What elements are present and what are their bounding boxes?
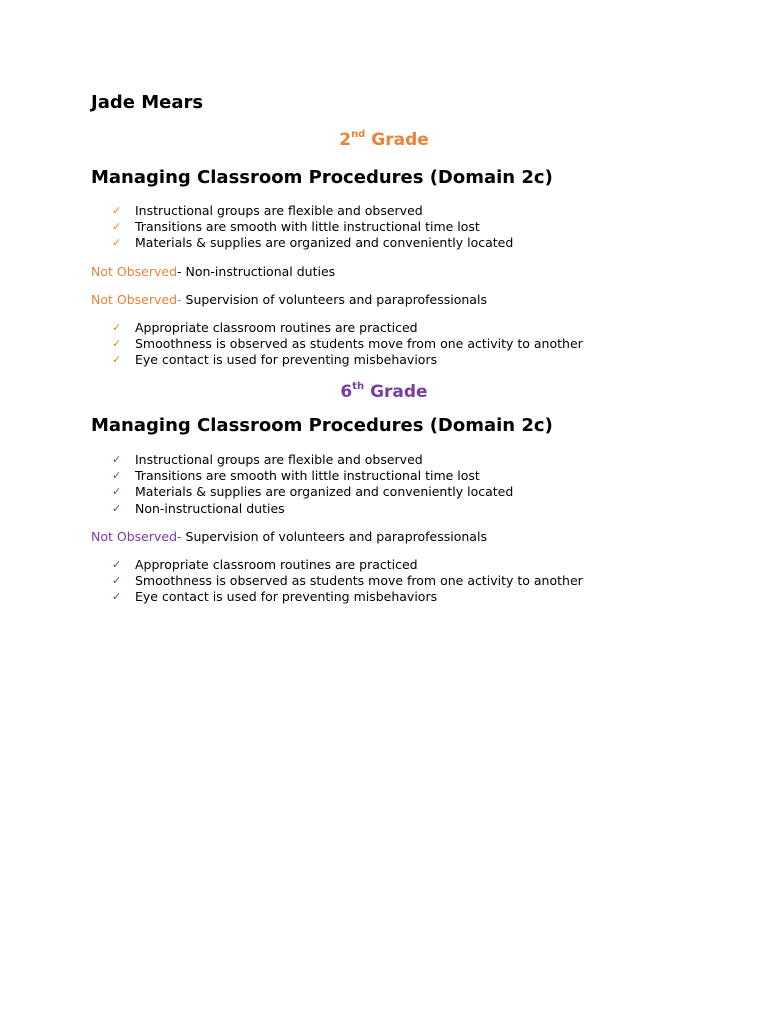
not-observed-label: Not Observed- — [91, 292, 182, 307]
list-item: ✓ Transitions are smooth with little instructional time lost — [112, 468, 480, 484]
grade-number: 6 — [340, 382, 353, 402]
checkmark-icon: ✓ — [112, 485, 122, 499]
list-item: ✓ Non-instructional duties — [112, 500, 285, 516]
list-item: ✓ Transitions are smooth with little instructional time lost — [112, 219, 480, 235]
observed-list-2b — [112, 320, 583, 369]
grade-suffix: nd — [351, 129, 366, 141]
checkmark-icon: ✓ — [112, 501, 122, 515]
grade-suffix: th — [352, 381, 365, 393]
grade-label: Grade — [364, 382, 428, 402]
not-observed-label: Not Observed- — [91, 529, 182, 544]
checkmark-icon: ✓ — [112, 204, 122, 218]
list-item: ✓ Materials & supplies are organized and conveniently located — [112, 484, 514, 500]
list-item: ✓ Materials & supplies are organized and conveniently located — [112, 235, 514, 251]
grade-heading-2 — [0, 129, 768, 151]
section-title-2: Managing Classroom Procedures (Domain 2c) — [91, 167, 553, 188]
checkmark-icon: ✓ — [112, 236, 122, 250]
checkmark-icon: ✓ — [112, 590, 122, 604]
not-observed-label: Not Observed — [91, 264, 178, 279]
not-observed-text: Supervision of volunteers and paraprofessionals — [181, 529, 487, 544]
grade-label: Grade — [365, 130, 429, 150]
observed-list-6b — [112, 557, 583, 606]
list-item: ✓ Appropriate classroom routines are practiced — [112, 320, 418, 336]
not-observed-text: Supervision of volunteers and paraprofessionals — [181, 292, 487, 307]
list-item: ✓ Instructional groups are flexible and observed — [112, 452, 423, 468]
checkmark-icon: ✓ — [112, 321, 122, 335]
observed-list-6a — [112, 452, 513, 517]
grade-number: 2 — [339, 130, 352, 150]
grade-heading-6 — [0, 381, 768, 403]
checkmark-icon: ✓ — [112, 337, 122, 351]
list-item: ✓ Smoothness is observed as students move from one activity to another — [112, 573, 583, 589]
checkmark-icon: ✓ — [112, 453, 122, 467]
not-observed-note — [91, 264, 335, 280]
author-name: Jade Mears — [91, 92, 204, 113]
not-observed-note — [91, 292, 487, 308]
list-item: ✓ Eye contact is used for preventing misbehaviors — [112, 352, 438, 368]
checkmark-icon: ✓ — [112, 469, 122, 483]
section-title-6: Managing Classroom Procedures (Domain 2c) — [91, 415, 553, 436]
list-item: ✓ Eye contact is used for preventing misbehaviors — [112, 589, 438, 605]
list-item: ✓ Smoothness is observed as students move from one activity to another — [112, 336, 583, 352]
checkmark-icon: ✓ — [112, 574, 122, 588]
not-observed-note — [91, 529, 487, 545]
list-item: ✓ Instructional groups are flexible and observed — [112, 203, 423, 219]
list-item: ✓ Appropriate classroom routines are practiced — [112, 557, 418, 573]
checkmark-icon: ✓ — [112, 220, 122, 234]
not-observed-text: - Non-instructional duties — [177, 264, 336, 279]
observed-list-2a — [112, 203, 513, 252]
checkmark-icon: ✓ — [112, 558, 122, 572]
checkmark-icon: ✓ — [112, 353, 122, 367]
